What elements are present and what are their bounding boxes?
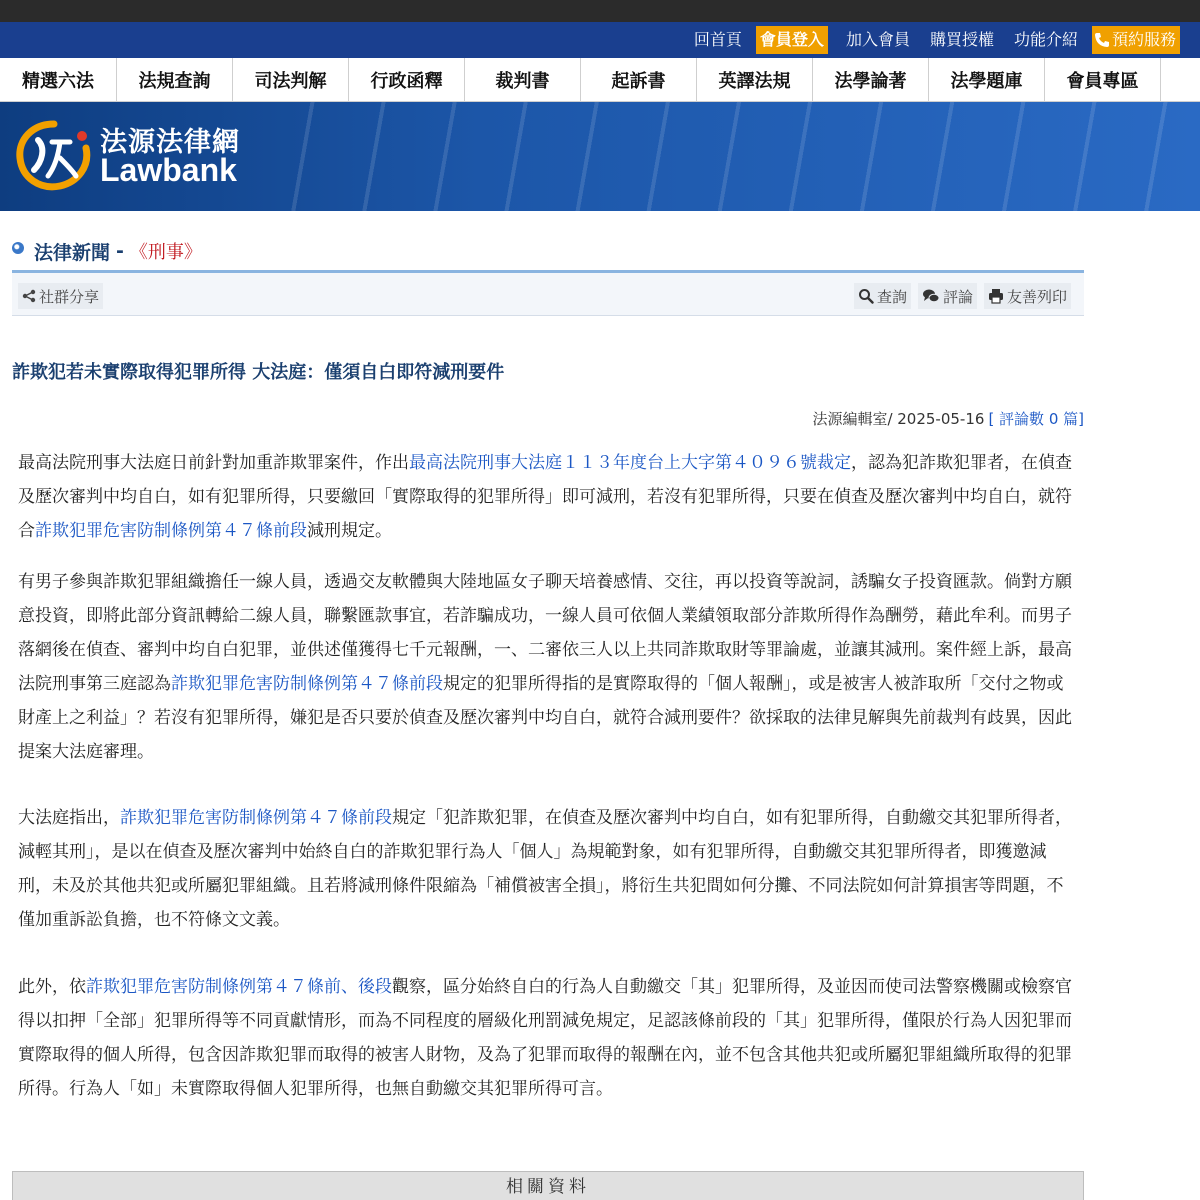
top-dark-strip — [0, 0, 1200, 22]
nav-english-laws[interactable]: 英譯法規 — [697, 58, 813, 102]
p4-text-b: 觀察，區分始終自白的行為人自動繳交「其」犯罪所得，及並因而使司法警察機關或檢察官得以扣押「全部」犯罪所得等不同貢獻情形，而為不同程度的層級化刑罰減免規定，足認該條前段的「其」犯罪所得，僅限於行為人因犯罪而實際取得的個人所得，包含因詐欺犯罪而取得的被害人財物，及為了犯罪而取得的報酬在內，並不包含其他共犯或所屬犯罪組織所取得的犯罪所得。行為人「如」未實際取得個人犯罪所得，也無自動繳交其犯罪所得可言。 — [18, 977, 1072, 1099]
member-login-link[interactable]: 會員登入 — [756, 26, 828, 54]
share-button[interactable] — [18, 283, 103, 309]
comment-button[interactable] — [918, 283, 977, 309]
p1-text-b: ，認為犯詐欺犯罪者，在偵查及歷次審判中均自白，如有犯罪所得，只要繳回「實際取得的犯罪所得」即可減刑，若沒有犯罪所得，只要在偵查及歷次審判中均自白，就符合 — [18, 453, 1072, 541]
nav-indictments[interactable]: 起訴書 — [581, 58, 697, 102]
article-title: 詐欺犯若未實際取得犯罪所得 大法庭：僅須自白即符減刑要件 — [12, 362, 505, 383]
buy-license-link[interactable]: 購買授權 — [929, 30, 994, 49]
print-icon — [988, 288, 1004, 304]
home-link[interactable]: 回首頁 — [693, 30, 742, 49]
p4-text-a: 此外，依 — [18, 977, 86, 997]
ruling-link[interactable]: 最高法院刑事大法庭１１３年度台上大字第４０９６號裁定 — [409, 453, 851, 473]
p3-text-b: 規定「犯詐欺犯罪，在偵查及歷次審判中均自白，如有犯罪所得，自動繳交其犯罪所得者，減輕其刑」，是以在偵查及歷次審判中始終自白的詐欺犯罪行為人「個人」為規範對象，如有犯罪所得，自動繳交其犯罪所得者，即獲邀減刑，未及於其他共犯或所屬犯罪組織。且若將減刑條件限縮為「補償被害全損」，將衍生共犯間如何分攤、不同法院如何計算損害等問題，不僅加重訴訟負擔，也不符條文文義。 — [18, 808, 1072, 930]
p3-text-a: 大法庭指出， — [18, 808, 120, 828]
nav-selected-laws[interactable]: 精選六法 — [0, 58, 117, 102]
section-category[interactable]: 《刑事》 — [129, 242, 202, 263]
statute-link[interactable]: 詐欺犯罪危害防制條例第４７條前段 — [35, 521, 307, 541]
author-date: 法源編輯室/ 2025-05-16 — [812, 410, 985, 428]
booking-service-label: 預約服務 — [1111, 30, 1176, 49]
features-link[interactable]: 功能介紹 — [1013, 30, 1078, 49]
nav-law-search[interactable]: 法規查詢 — [117, 58, 233, 102]
p1-text-c: 減刑規定。 — [307, 521, 392, 541]
share-label: 社群分享 — [39, 287, 100, 306]
article-byline — [812, 408, 1084, 429]
phone-icon — [1094, 32, 1110, 48]
p1-text-a: 最高法院刑事大法庭日前針對加重詐欺罪案件，作出 — [18, 453, 409, 473]
section-header — [12, 236, 202, 266]
comment-count-link[interactable]: [ 評論數 0 篇] — [988, 410, 1084, 428]
print-label: 友善列印 — [1007, 287, 1068, 306]
comment-icon — [922, 288, 940, 304]
logo-chinese-name: 法源法律網 — [100, 127, 240, 158]
p2-text-a: 有男子參與詐欺犯罪組織擔任一線人員，透過交友軟體與大陸地區女子聊天培養感情、交往，再以投資等說詞，誘騙女子投資匯款。倘對方願意投資，即將此部分資訊轉給二線人員，聯繫匯款事宜，若詐騙成功，一線人員可依個人業績領取部分詐欺所得作為酬勞，藉此牟利。而男子落網後在偵查、審判中均自白犯罪，並供述僅獲得七千元報酬，一、二審依三人以上共同詐欺取財等罪論處，並讓其減刑。案件經上訴，最高法院刑事第三庭認為 — [18, 572, 1072, 694]
main-nav — [0, 58, 1200, 102]
section-separator: - — [116, 240, 124, 262]
top-link-bar — [0, 22, 1200, 58]
search-label: 查詢 — [877, 287, 908, 306]
join-member-link[interactable]: 加入會員 — [845, 30, 910, 49]
related-data-header: 相關資料 — [12, 1171, 1084, 1200]
print-button[interactable] — [984, 283, 1071, 309]
p2-text-b: 規定的犯罪所得指的是實際取得的「個人報酬」，或是被害人被詐取所「交付之物或財產上之利益」？若沒有犯罪所得，嫌犯是否只要於偵查及歷次審判中均自白，就符合減刑要件？欲採取的法律見解與先前裁判有歧異，因此提案大法庭審理。 — [18, 674, 1072, 762]
search-button[interactable] — [854, 283, 911, 309]
article-toolbar — [12, 270, 1084, 316]
nav-legal-articles[interactable]: 法學論著 — [813, 58, 929, 102]
article-paragraph-3 — [18, 801, 1080, 937]
section-title: 法律新聞 — [34, 241, 111, 264]
share-icon — [22, 289, 36, 303]
statute-link[interactable]: 詐欺犯罪危害防制條例第４７條前段 — [120, 808, 392, 828]
search-icon — [858, 288, 874, 304]
nav-member-area[interactable]: 會員專區 — [1045, 58, 1161, 102]
logo-english-name: Lawbank — [100, 152, 237, 188]
nav-administrative-rulings[interactable]: 行政函釋 — [349, 58, 465, 102]
article-paragraph-1 — [18, 446, 1080, 548]
article-paragraph-4 — [18, 970, 1080, 1106]
booking-service-link[interactable] — [1092, 26, 1180, 54]
statute-link[interactable]: 詐欺犯罪危害防制條例第４７條前、後段 — [86, 977, 392, 997]
lawbank-logo-icon[interactable] — [12, 118, 96, 194]
statute-link[interactable]: 詐欺犯罪危害防制條例第４７條前段 — [171, 674, 443, 694]
nav-legal-quiz[interactable]: 法學題庫 — [929, 58, 1045, 102]
nav-judgments[interactable]: 裁判書 — [465, 58, 581, 102]
article-paragraph-2 — [18, 565, 1080, 769]
nav-judicial-interpretations[interactable]: 司法判解 — [233, 58, 349, 102]
banner-pattern — [280, 102, 1200, 211]
bullet-icon — [12, 242, 24, 254]
comment-label: 評論 — [943, 287, 974, 306]
